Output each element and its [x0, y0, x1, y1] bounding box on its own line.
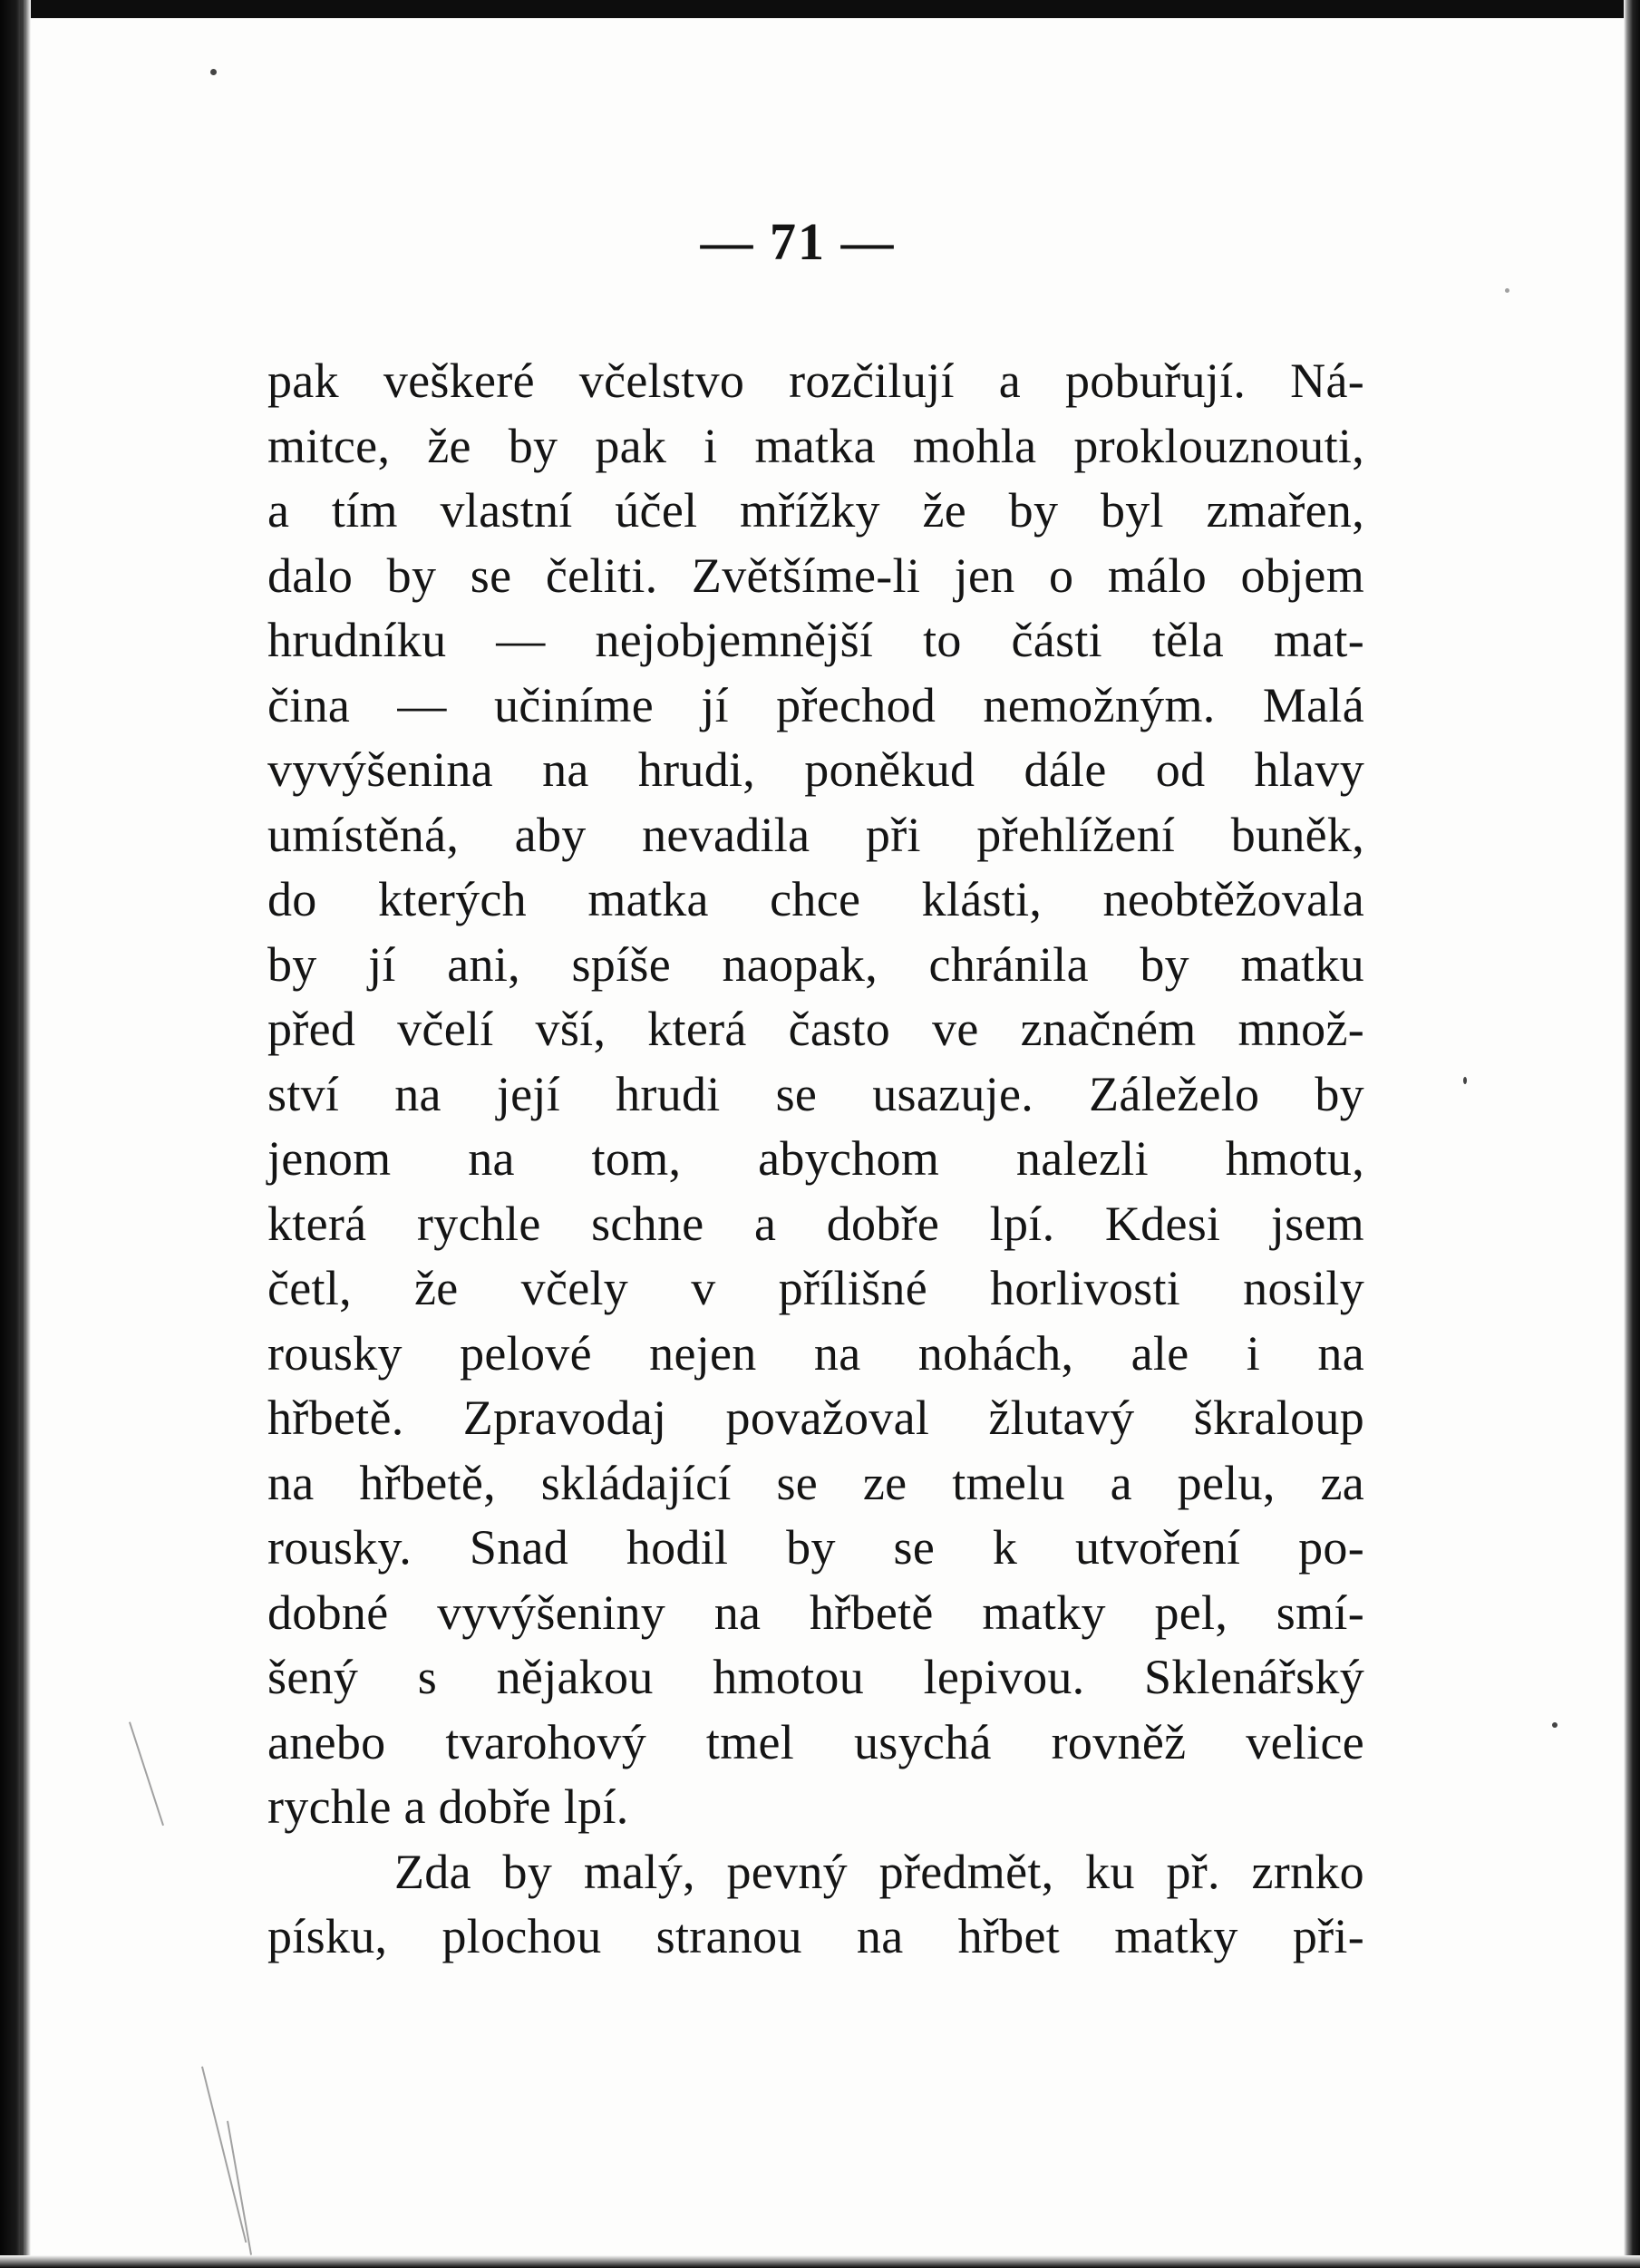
- scan-edge-right: [1624, 0, 1640, 2268]
- text-line: šený s nějakou hmotou lepivou. Sklenářský: [267, 1650, 1364, 1704]
- text-line: dobné vyvýšeniny na hřbetě matky pel, smí-: [267, 1585, 1364, 1640]
- text-line: četl, že včely v přílišné horlivosti nosily: [267, 1261, 1364, 1315]
- text-line: do kterých matka chce klásti, neobtěžovala: [267, 872, 1364, 926]
- text-line: písku, plochou stranou na hřbet matky při-: [267, 1909, 1364, 1963]
- scan-edge-bottom: [0, 2255, 1640, 2268]
- text-line: vyvýšenina na hrudi, poněkud dále od hlavy: [267, 742, 1364, 797]
- text-line: před včelí vší, která často ve značném množ-: [267, 1002, 1364, 1056]
- text-line: na hřbetě, skládající se ze tmelu a pelu, za: [267, 1455, 1364, 1510]
- text-line: ství na její hrudi se usazuje. Záleželo by: [267, 1066, 1364, 1121]
- paragraph: [267, 349, 1364, 1840]
- paper-scratch: [227, 2121, 252, 2255]
- text-line: anebo tvarohový tmel usychá rovněž velice: [267, 1714, 1364, 1769]
- paper-scratch: [201, 2067, 247, 2244]
- text-line: pak veškeré včelstvo rozčilují a pobuřují. Ná-: [267, 354, 1364, 408]
- page-crease: [20, 0, 24, 2268]
- scan-edge-left: [0, 0, 31, 2268]
- text-line: by jí ani, spíše naopak, chránila by matku: [267, 936, 1364, 992]
- paragraph: [267, 1840, 1364, 1970]
- text-line: která rychle schne a dobře lpí. Kdesi jsem: [267, 1196, 1364, 1251]
- text-line: rousky pelové nejen na nohách, ale i na: [267, 1325, 1364, 1381]
- body-text: [267, 349, 1364, 1970]
- text-line: čina — učiníme jí přechod nemožným. Malá: [267, 677, 1364, 732]
- dust-speck: [210, 69, 217, 75]
- text-line: hrudníku — nejobjemnější to části těla mat-: [267, 613, 1364, 667]
- text-line: dalo by se čeliti. Zvětšíme-li jen o málo objem: [267, 548, 1364, 603]
- scan-edge-top: [0, 0, 1640, 18]
- text-line: Zda by malý, pevný předmět, ku př. zrnko: [394, 1844, 1364, 1899]
- dust-speck: [1463, 1077, 1467, 1084]
- text-line: jenom na tom, abychom nalezli hmotu,: [267, 1131, 1364, 1186]
- paper-scratch: [129, 1721, 164, 1826]
- text-line: a tím vlastní účel mřížky že by byl zmařen,: [267, 483, 1364, 538]
- dust-speck: [1505, 288, 1509, 293]
- text-line: hřbetě. Zpravodaj považoval žlutavý škraloup: [267, 1391, 1364, 1445]
- text-line: mitce, že by pak i matka mohla proklouznouti,: [267, 418, 1364, 473]
- text-line: rychle a dobře lpí.: [267, 1779, 629, 1834]
- dust-speck: [1552, 1722, 1558, 1728]
- page-number: — 71 —: [700, 212, 896, 271]
- text-line: rousky. Snad hodil by se k utvoření po-: [267, 1520, 1364, 1575]
- text-line: umístěná, aby nevadila při přehlížení buněk,: [267, 807, 1364, 862]
